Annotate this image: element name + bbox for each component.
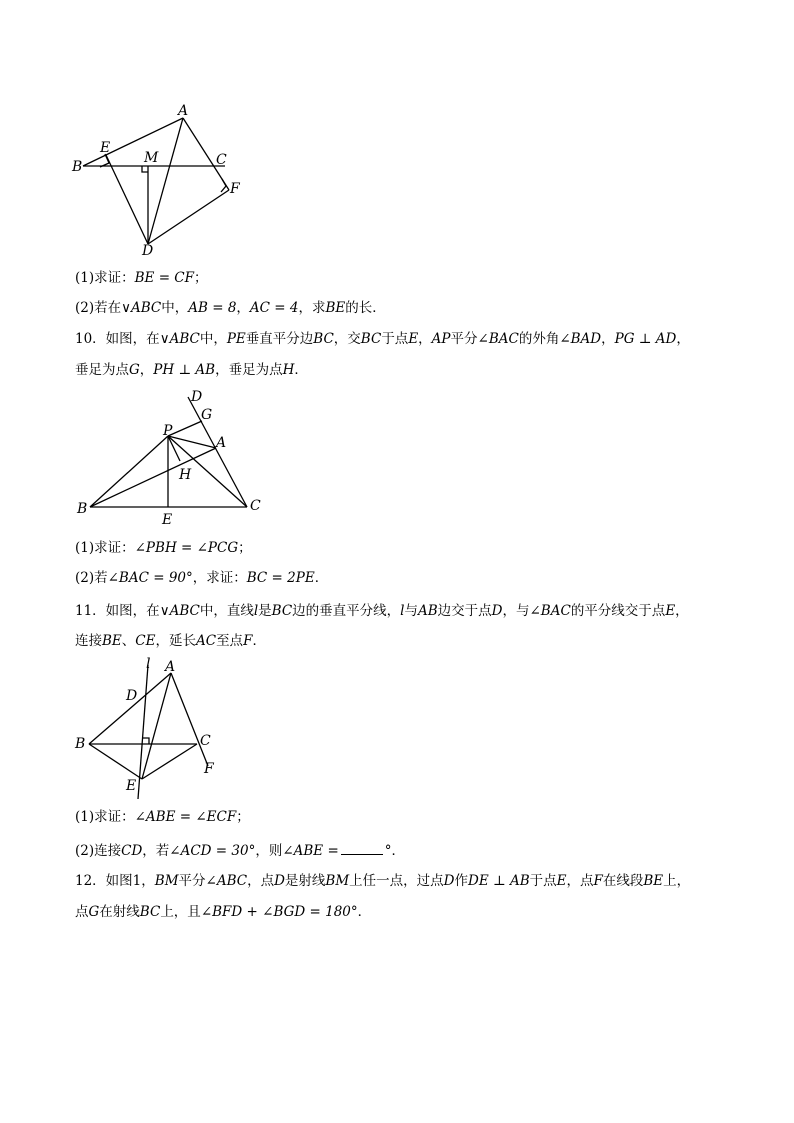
- q12-line1: 12．如图1，BM平分∠ABC，点D是射线BM上任一点，过点D作DE ⊥ AB于点E，点F在线段BE上，: [75, 873, 691, 889]
- figure-q9: [65, 95, 265, 265]
- q11-part2: (2)连接CD，若∠ACD = 30°，则∠ABE = °．: [75, 840, 775, 861]
- segment-ba: [83, 118, 183, 166]
- label-c: C: [250, 498, 261, 514]
- line-dc: [188, 397, 247, 507]
- right-angle-mark: [143, 738, 149, 744]
- figure-q10: [70, 385, 280, 530]
- label-e: E: [126, 778, 137, 794]
- label-c: C: [216, 152, 227, 168]
- q12-line2: 点G在射线BC上，且∠BFD + ∠BGD = 180°．: [75, 904, 372, 920]
- label-h: H: [179, 467, 192, 483]
- label-b: B: [75, 736, 86, 752]
- answer-blank[interactable]: [341, 840, 383, 855]
- q10-part1: (1)求证：∠PBH = ∠PCG；: [75, 540, 252, 556]
- q11-line1: 11．如图，在∨ABC中，直线l是BC边的垂直平分线，l与AB边交于点D，与∠BAC的平分线交于点E，: [75, 603, 689, 619]
- segment-bp: [90, 436, 168, 507]
- q10-line1: 10．如图，在∨ABC中，PE垂直平分边BC，交BC于点E，AP平分∠BAC的外角∠BAD，PG ⊥ AD，: [75, 331, 690, 347]
- label-c: C: [200, 733, 211, 749]
- figure-q11: [65, 655, 235, 805]
- label-d: D: [142, 243, 154, 259]
- segment-be: [89, 744, 142, 779]
- label-m: M: [144, 150, 159, 166]
- q9-part1: (1)求证：BE = CF；: [75, 270, 208, 286]
- label-a: A: [178, 103, 189, 119]
- label-a: A: [216, 435, 227, 451]
- label-d: D: [191, 389, 203, 405]
- segment-ph: [168, 436, 180, 461]
- segment-ba: [90, 448, 216, 507]
- label-f: F: [230, 181, 240, 197]
- segment-acf: [171, 673, 208, 766]
- label-g: G: [201, 407, 213, 423]
- q10-line2: 垂足为点G，PH ⊥ AB，垂足为点H．: [75, 362, 308, 378]
- segment-ad: [148, 118, 183, 244]
- label-e: E: [162, 512, 173, 528]
- label-l: l: [146, 656, 151, 672]
- q11-line2: 连接BE、CE，延长AC至点F．: [75, 633, 266, 649]
- segment-pg: [168, 421, 202, 436]
- q9-part2: (2)若在∨ABC中，AB = 8，AC = 4，求BE的长．: [75, 300, 386, 316]
- label-p: P: [163, 423, 173, 439]
- label-b: B: [77, 501, 88, 517]
- segment-ba: [89, 673, 171, 744]
- label-d: D: [126, 688, 138, 704]
- label-a: A: [165, 659, 176, 675]
- q11-part1: (1)求证：∠ABE = ∠ECF；: [75, 809, 250, 825]
- label-f: F: [204, 761, 214, 777]
- q10-part2: (2)若∠BAC = 90°，求证：BC = 2PE．: [75, 570, 329, 586]
- right-angle-f: [221, 179, 226, 192]
- label-b: B: [72, 159, 83, 175]
- right-angle-m: [142, 166, 148, 172]
- label-e: E: [100, 140, 111, 156]
